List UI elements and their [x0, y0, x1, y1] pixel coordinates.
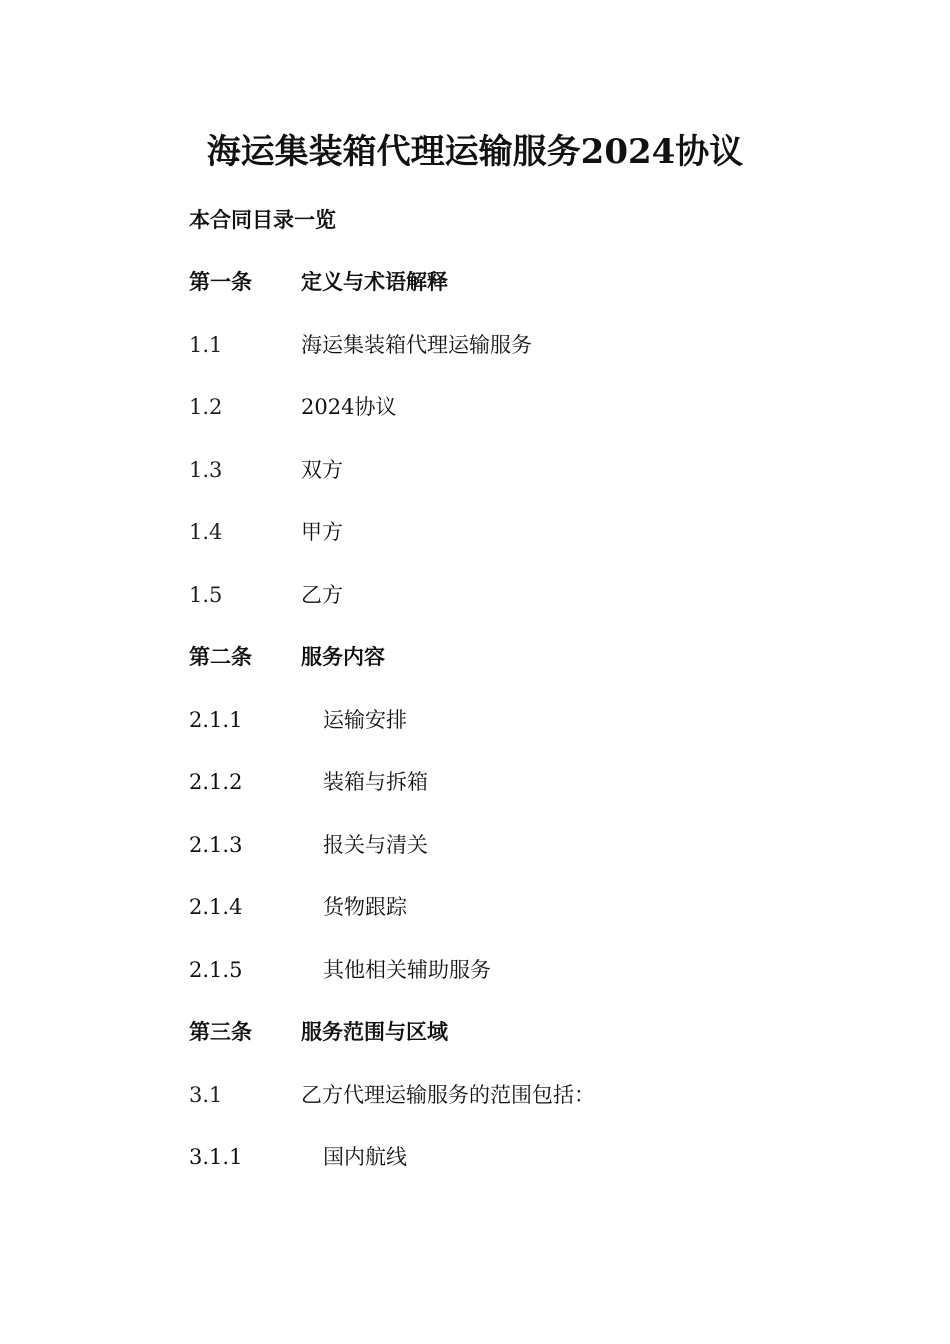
toc-entry-row	[189, 767, 829, 830]
toc-entry-title: 装箱与拆箱	[323, 770, 428, 794]
toc-entry-title: 双方	[301, 457, 343, 482]
toc-entry-number: 2.1.2	[189, 770, 243, 794]
toc-entry-title: 2024协议	[301, 395, 397, 419]
toc-entry-title: 货物跟踪	[323, 895, 407, 919]
toc-entry-number: 1.5	[189, 582, 223, 607]
toc-entry-title: 海运集装箱代理运输服务	[301, 332, 532, 357]
toc-entry-title: 其他相关辅助服务	[323, 957, 491, 982]
toc-entry-row	[189, 330, 829, 393]
toc-entry-row	[189, 892, 829, 955]
toc-entry-title: 甲方	[301, 520, 343, 544]
toc-entry-number: 2.1.4	[189, 895, 243, 919]
toc-entry-row	[189, 1142, 829, 1205]
toc-entry-number: 1.2	[189, 395, 223, 419]
toc-entry-title: 乙方	[301, 582, 343, 607]
toc-entry-row	[189, 705, 829, 768]
toc-entry-number: 2.1.1	[189, 707, 243, 732]
toc-entry-row	[189, 1080, 829, 1143]
document-title: 海运集装箱代理运输服务2024协议	[206, 132, 744, 172]
toc-entry-number: 1.1	[189, 332, 223, 357]
toc-entry-number: 2.1.5	[189, 957, 243, 982]
toc-entry-number: 2.1.3	[189, 832, 243, 857]
toc-heading: 本合同目录一览	[189, 207, 336, 232]
toc-entry-title: 乙方代理运输服务的范围包括：	[301, 1082, 595, 1107]
toc-entry-title: 运输安排	[323, 707, 407, 732]
toc-article-row	[189, 1017, 829, 1080]
toc-entry-number: 第二条	[189, 644, 252, 669]
toc-entry-title: 服务范围与区域	[301, 1019, 448, 1044]
toc-entry-number: 1.4	[189, 520, 223, 544]
toc-entry-title: 服务内容	[301, 644, 385, 669]
toc-entry-row	[189, 830, 829, 893]
toc-article-row	[189, 642, 829, 705]
toc-entry-number: 第一条	[189, 269, 252, 294]
toc-entry-row	[189, 455, 829, 518]
table-of-contents	[189, 267, 829, 1205]
toc-entry-row	[189, 580, 829, 643]
toc-entry-title: 报关与清关	[323, 832, 428, 857]
toc-entry-row	[189, 392, 829, 455]
toc-entry-row	[189, 955, 829, 1018]
toc-entry-number: 第三条	[189, 1019, 252, 1044]
toc-entry-title: 国内航线	[323, 1145, 407, 1169]
toc-entry-number: 1.3	[189, 457, 223, 482]
toc-entry-title: 定义与术语解释	[301, 269, 448, 294]
toc-entry-number: 3.1.1	[189, 1145, 243, 1169]
toc-article-row	[189, 267, 829, 330]
toc-entry-number: 3.1	[189, 1082, 223, 1107]
toc-entry-row	[189, 517, 829, 580]
